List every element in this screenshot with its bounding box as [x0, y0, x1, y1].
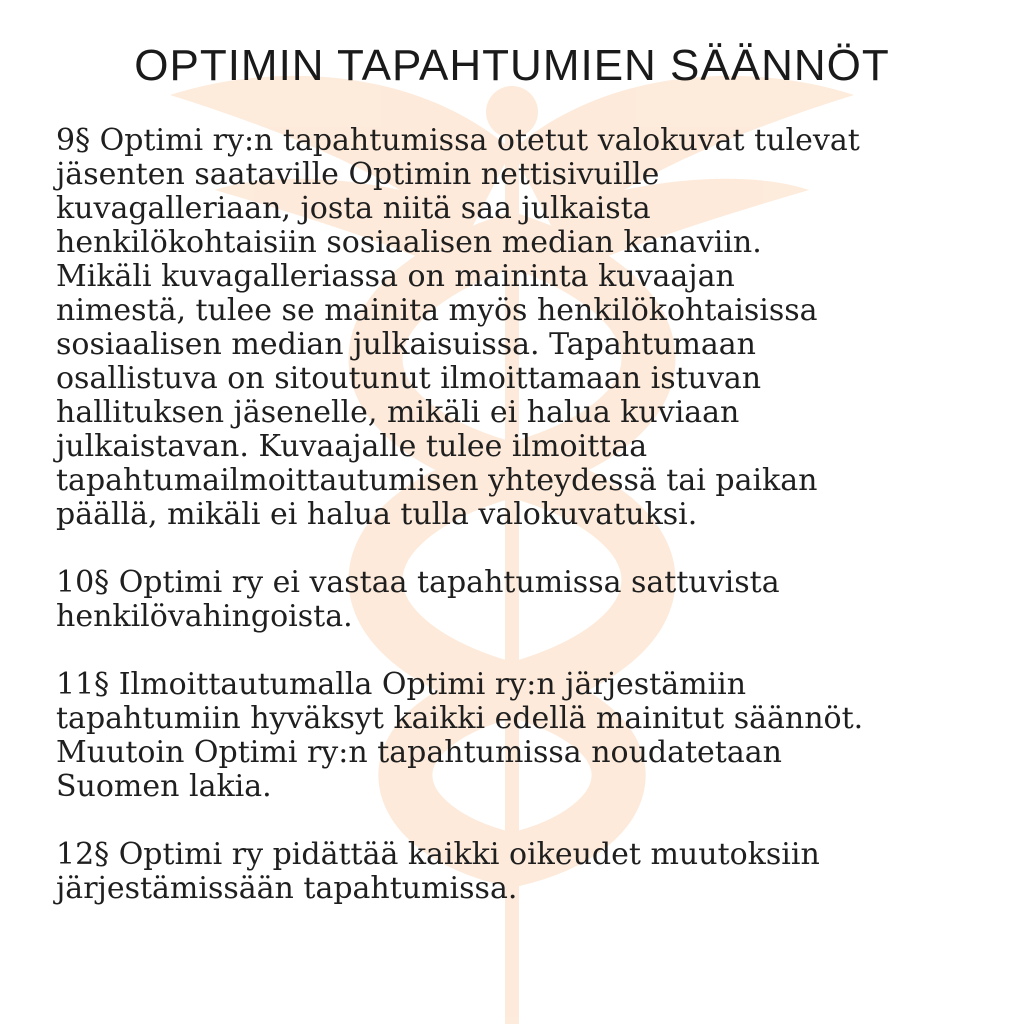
page-title: OPTIMIN TAPAHTUMIEN SÄÄNNÖT [134, 41, 890, 90]
rule-11: 11§ Ilmoittautumalla Optimi ry:n järjestämiin tapahtumiin hyväksyt kaikki edellä mainitut säännöt. Muutoin Optimi ry:n tapahtumissa noudatetaan Suomen lakia. [56, 667, 864, 804]
rule-10: 10§ Optimi ry ei vastaa tapahtumissa sattuvista henkilövahingoista. [56, 565, 780, 634]
rules-list [56, 124, 976, 940]
rule-9: 9§ Optimi ry:n tapahtumissa otetut valokuvat tulevat jäsenten saataville Optimin nettisivuille kuvagalleriaan, josta niitä saa julkaista henkilökohtaisiin sosiaalisen median kanaviin. Mikäli kuvagalleriassa on maininta kuvaajan nimestä, tulee se mainita myös henkilökohtaisissa sosiaalisen median julkaisuissa. Tapahtumaan osallistuva on sitoutunut ilmoittamaan istuvan hallituksen jäsenelle, mikäli ei halua kuviaan julkaistavan. Kuvaajalle tulee ilmoittaa tapahtumailmoittautumisen yhteydessä tai paikan päällä, mikäli ei halua tulla valokuvatuksi. [56, 123, 860, 532]
rule-12: 12§ Optimi ry pidättää kaikki oikeudet muutoksiin järjestämissään tapahtumissa. [56, 837, 820, 906]
